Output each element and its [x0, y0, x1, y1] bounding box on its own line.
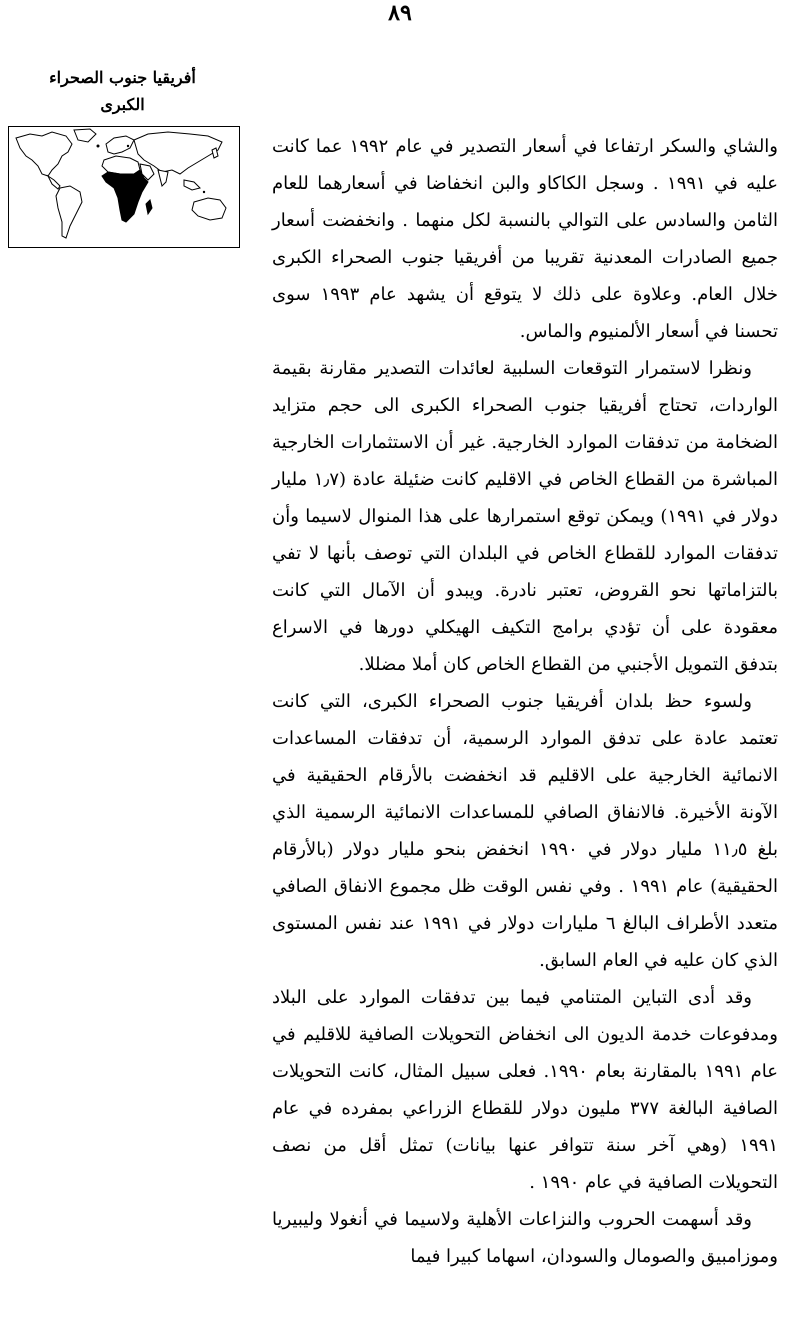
sidebar-section-title — [0, 64, 245, 118]
sidebar-title-line2: الكبرى — [100, 95, 145, 114]
sidebar-title-line1: أفريقيا جنوب الصحراء — [49, 68, 196, 87]
paragraph-4: وقد أدى التباين المتنامي فيما بين تدفقات الموارد على البلاد ومدفوعات خدمة الديون الى انخفاض التحويلات الصافية للاقليم في عام ١٩٩١ بالمقارنة بعام ١٩٩٠. فعلى سبيل المثال، كانت التحويلات الصافية البالغة ٣٧٧ مليون دولار للقطاع الزراعي بمفرده في عام ١٩٩١ (وهي آخر سنة تتوافر عنها بيانات) تمثل أقل من نصف التحويلات الصافية في عام ١٩٩٠ . — [272, 987, 778, 1193]
article-body — [272, 128, 778, 1275]
page-number: ٨٩ — [388, 0, 412, 26]
paragraph-3: ولسوء حظ بلدان أفريقيا جنوب الصحراء الكبرى، التي كانت تعتمد عادة على تدفق الموارد الرسمية، أن تدفقات المساعدات الانمائية الخارجية على الاقليم قد انخفضت بالأرقام الحقيقية في الآونة الأخيرة. فالانفاق الصافي للمساعدات الانمائية الرسمية الذي بلغ ١١٫٥ مليار دولار في ١٩٩٠ انخفض بنحو مليار دولار (بالأرقام الحقيقية) عام ١٩٩١ . وفي نفس الوقت ظل مجموع الانفاق الصافي متعدد الأطراف البالغ ٦ مليارات دولار في ١٩٩١ عند نفس المستوى الذي كان عليه في العام السابق. — [272, 691, 779, 971]
paragraph-2: ونظرا لاستمرار التوقعات السلبية لعائدات التصدير مقارنة بقيمة الواردات، تحتاج أفريقيا جنوب الصحراء الكبرى الى حجم متزايد الضخامة من تدفقات الموارد الخارجية. غير أن الاستثمارات الخارجية المباشرة من القطاع الخاص في الاقليم كانت ضئيلة عادة (١٫٧ مليار دولار في ١٩٩١) ويمكن توقع استمرارها على هذا المنوال لاسيما وأن تدفقات الموارد للقطاع الخاص في البلدان التي توصف بأنها لا تفي بالتزاماتها نحو القروض، تعتبر نادرة. ويبدو أن الآمال التي كانت معقودة على أن تؤدي برامج التكيف الهيكلي دورها في الاسراع بتدفق التمويل الأجنبي من القطاع الخاص كان أملا مضللا. — [272, 358, 779, 675]
world-map-africa-highlight-icon — [8, 126, 240, 248]
paragraph-5: وقد أسهمت الحروب والنزاعات الأهلية ولاسيما في أنغولا وليبيريا وموزامبيق والصومال والسودان، اسهاما كبيرا فيما — [272, 1209, 778, 1267]
paragraph-1: والشاي والسكر ارتفاعا في أسعار التصدير في عام ١٩٩٢ عما كانت عليه في ١٩٩١ . وسجل الكاكاو والبن انخفاضا في أسعارهما للعام الثامن والسادس على التوالي بالنسبة لكل منهما . وانخفضت أسعار جميع الصادرات المعدنية تقريبا من أفريقيا جنوب الصحراء الكبرى خلال العام. وعلاوة على ذلك لا يتوقع أن يشهد عام ١٩٩٣ سوى تحسنا في أسعار الألمنيوم والماس. — [272, 136, 779, 342]
